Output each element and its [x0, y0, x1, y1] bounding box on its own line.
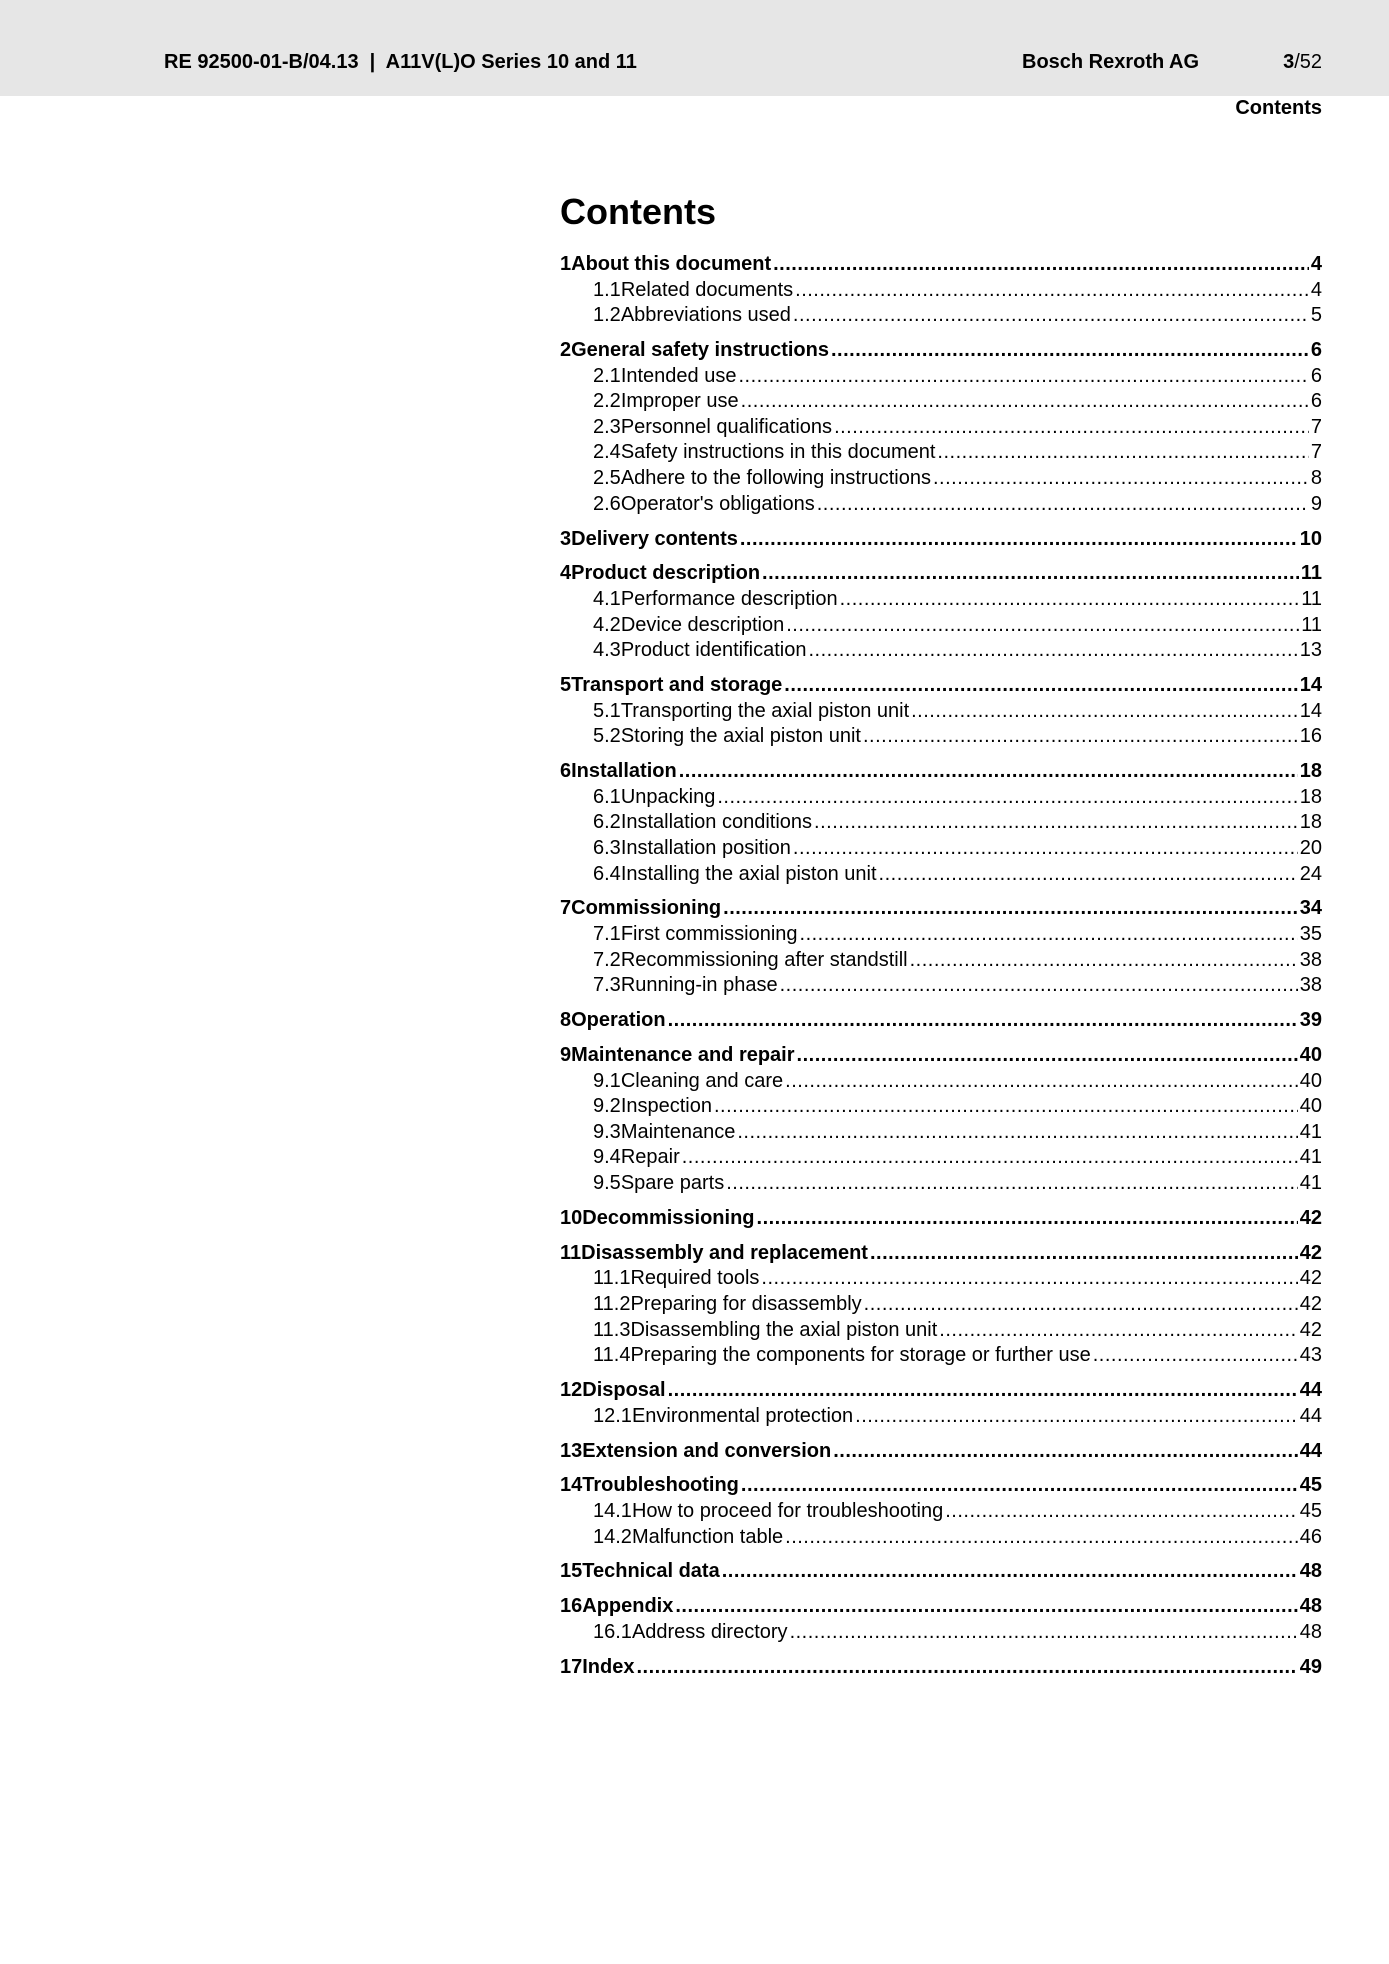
toc-entry-number: 5 — [560, 674, 572, 697]
toc-entry-page: 40 — [1299, 1069, 1322, 1092]
toc-section-entry[interactable] — [560, 492, 1322, 518]
toc-entry-label: Environmental protection — [631, 1404, 854, 1427]
toc-entry-label: Cleaning and care — [620, 1069, 784, 1092]
toc-dot-leader — [722, 1559, 1298, 1585]
toc-section-entry[interactable] — [560, 862, 1322, 888]
toc-entry-number: 6.4 — [593, 862, 621, 885]
toc-dot-leader — [870, 1241, 1298, 1267]
toc-entry-number: 11 — [560, 1241, 582, 1264]
toc-dot-leader — [761, 1266, 1297, 1292]
toc-entry-page: 42 — [1299, 1267, 1322, 1290]
toc-entry-label: Malfunction table — [631, 1525, 784, 1548]
toc-entry-label: Troubleshooting — [582, 1474, 739, 1497]
toc-dot-leader — [785, 1069, 1298, 1095]
toc-entry-page: 42 — [1299, 1241, 1322, 1264]
toc-entry-number: 6.1 — [593, 785, 621, 808]
toc-section-entry[interactable] — [560, 440, 1322, 466]
toc-entry-label: Improper use — [620, 390, 739, 413]
toc-entry-page: 5 — [1310, 304, 1322, 327]
toc-section-entry[interactable] — [560, 973, 1322, 999]
toc-entry-page: 44 — [1299, 1439, 1322, 1462]
toc-entry-number: 14.2 — [593, 1525, 632, 1548]
toc-entry-page: 40 — [1299, 1095, 1322, 1118]
toc-dot-leader — [675, 1594, 1297, 1620]
toc-section-entry[interactable] — [560, 1318, 1322, 1344]
toc-entry-page: 18 — [1299, 760, 1322, 783]
toc-chapter-entry[interactable] — [560, 1008, 1322, 1034]
toc-title: Contents — [560, 191, 716, 232]
toc-dot-leader — [780, 973, 1298, 999]
toc-dot-leader — [679, 759, 1298, 785]
toc-dot-leader — [937, 440, 1308, 466]
toc-dot-leader — [1093, 1343, 1298, 1369]
toc-entry-number: 2.6 — [593, 492, 621, 515]
toc-entry-number: 9.4 — [593, 1146, 621, 1169]
toc-chapter-entry[interactable] — [560, 1559, 1322, 1585]
toc-entry-label: Decommissioning — [582, 1206, 755, 1229]
toc-entry-page: 41 — [1299, 1120, 1322, 1143]
toc-entry-label: Transporting the axial piston unit — [620, 699, 910, 722]
toc-section-entry[interactable] — [560, 922, 1322, 948]
toc-entry-label: Product identification — [620, 639, 807, 662]
page-number — [1283, 50, 1322, 74]
toc-section-entry[interactable] — [560, 724, 1322, 750]
toc-entry-number: 4 — [560, 562, 572, 585]
toc-entry-label: Operator's obligations — [620, 492, 815, 515]
toc-entry-label: Device description — [620, 613, 785, 636]
toc-entry-number: 17 — [560, 1655, 583, 1678]
toc-entry-page: 35 — [1299, 923, 1322, 946]
page-header — [0, 0, 1389, 96]
toc-dot-leader — [834, 415, 1309, 441]
toc-section-entry[interactable] — [560, 364, 1322, 390]
toc-entry-page: 6 — [1310, 390, 1322, 413]
toc-dot-leader — [737, 1120, 1297, 1146]
toc-dot-leader — [762, 561, 1299, 587]
toc-dot-leader — [795, 278, 1309, 304]
toc-entry-number: 11.3 — [593, 1318, 631, 1341]
toc-section-entry[interactable] — [560, 699, 1322, 725]
toc-entry-number: 10 — [560, 1206, 583, 1229]
toc-entry-page: 13 — [1299, 639, 1322, 662]
toc-entry-page: 18 — [1299, 811, 1322, 834]
toc-entry-label: Spare parts — [620, 1171, 725, 1194]
toc-entry-page: 39 — [1299, 1009, 1322, 1032]
toc-entry-number: 7.1 — [593, 923, 621, 946]
company-name: Bosch Rexroth AG — [1022, 51, 1200, 73]
toc-entry-page: 48 — [1299, 1620, 1322, 1643]
toc-entry-page: 48 — [1299, 1560, 1322, 1583]
toc-dot-leader — [831, 338, 1309, 364]
toc-section-entry[interactable] — [560, 415, 1322, 441]
toc-dot-leader — [757, 1206, 1298, 1232]
toc-entry-number: 7 — [560, 897, 572, 920]
toc-dot-leader — [911, 699, 1298, 725]
toc-dot-leader — [814, 810, 1298, 836]
toc-entry-label: How to proceed for troubleshooting — [631, 1499, 944, 1522]
toc-entry-label: Disassembling the axial piston unit — [630, 1318, 938, 1341]
toc-entry-number: 4.1 — [593, 588, 621, 611]
toc-section-entry[interactable] — [560, 1620, 1322, 1646]
toc-entry-number: 14 — [560, 1474, 583, 1497]
toc-dot-leader — [637, 1655, 1298, 1681]
toc-entry-page: 43 — [1299, 1344, 1322, 1367]
toc-section-entry[interactable] — [560, 587, 1322, 613]
toc-dot-leader — [668, 1008, 1298, 1034]
toc-entry-page: 45 — [1299, 1499, 1322, 1522]
page-current: 3 — [1283, 51, 1295, 73]
toc-dot-leader — [793, 303, 1309, 329]
toc-dot-leader — [833, 1439, 1298, 1465]
toc-section-entry[interactable] — [560, 1292, 1322, 1318]
toc-section-entry[interactable] — [560, 303, 1322, 329]
toc-entry-page: 4 — [1310, 253, 1322, 275]
toc-dot-leader — [668, 1378, 1298, 1404]
toc-entry-number: 4.2 — [593, 613, 621, 636]
toc-section-entry[interactable] — [560, 389, 1322, 415]
toc-dot-leader — [800, 922, 1298, 948]
toc-entry-number: 4.3 — [593, 639, 621, 662]
toc-section-entry[interactable] — [560, 1343, 1322, 1369]
toc-section-entry[interactable] — [560, 948, 1322, 974]
toc-entry-page: 16 — [1299, 725, 1322, 748]
toc-entry-number: 16.1 — [593, 1620, 632, 1643]
toc-entry-label: Intended use — [620, 364, 737, 387]
toc-dot-leader — [773, 252, 1309, 278]
toc-dot-leader — [864, 1292, 1298, 1318]
toc-dot-leader — [910, 948, 1298, 974]
toc-entry-page: 46 — [1299, 1525, 1322, 1548]
toc-entry-label: Running-in phase — [620, 974, 778, 997]
toc-entry-page: 20 — [1299, 836, 1322, 859]
toc-entry-number: 6 — [560, 760, 572, 783]
toc-chapter-entry[interactable] — [560, 527, 1322, 553]
toc-entry-label: Preparing the components for storage or further use — [630, 1344, 1091, 1367]
toc-entry-page: 41 — [1299, 1146, 1322, 1169]
toc-entry-page: 8 — [1310, 467, 1322, 490]
toc-entry-label: Delivery contents — [571, 527, 738, 550]
toc-entry-label: Technical data — [582, 1560, 720, 1583]
toc-entry-page: 38 — [1299, 974, 1322, 997]
toc-entry-label: Maintenance and repair — [571, 1044, 795, 1066]
toc-entry-number: 11.2 — [593, 1292, 631, 1315]
toc-entry-page: 42 — [1299, 1206, 1322, 1229]
toc-entry-page: 6 — [1310, 364, 1322, 387]
toc-entry-number: 16 — [560, 1595, 583, 1618]
toc-entry-number: 2.4 — [593, 441, 621, 464]
toc-entry-label: Extension and conversion — [582, 1439, 832, 1462]
toc-entry-number: 11.4 — [593, 1344, 631, 1367]
toc-entry-label: Address directory — [631, 1620, 788, 1643]
toc-entry-number: 9 — [560, 1044, 572, 1066]
toc-entry-number: 3 — [560, 527, 572, 550]
toc-chapter-entry[interactable] — [560, 338, 1322, 364]
toc-chapter-entry[interactable] — [560, 1241, 1322, 1267]
toc-entry-number: 5.1 — [593, 699, 621, 722]
toc-section-entry[interactable] — [560, 1266, 1322, 1292]
toc-section-entry[interactable] — [560, 466, 1322, 492]
toc-entry-label: Appendix — [582, 1595, 674, 1618]
toc-entry-label: Unpacking — [620, 785, 716, 808]
toc-section-entry[interactable] — [560, 1525, 1322, 1551]
toc-section-entry[interactable] — [560, 613, 1322, 639]
toc-chapter-entry[interactable] — [560, 561, 1322, 587]
toc-dot-leader — [840, 587, 1300, 613]
toc-dot-leader — [785, 1525, 1298, 1551]
toc-entry-label: Abbreviations used — [620, 304, 791, 327]
document-reference: RE 92500-01-B/04.13 | A11V(L)O Series 10 and 11 — [164, 51, 637, 73]
toc-entry-page: 7 — [1310, 415, 1322, 438]
toc-entry-label: Recommissioning after standstill — [620, 948, 908, 971]
toc-entry-page: 10 — [1299, 527, 1322, 550]
toc-dot-leader — [879, 862, 1298, 888]
toc-dot-leader — [784, 673, 1297, 699]
toc-entry-label: Installation conditions — [620, 811, 813, 834]
toc-entry-number: 8 — [560, 1009, 572, 1032]
toc-entry-label: General safety instructions — [571, 339, 829, 362]
toc-entry-number: 12.1 — [593, 1404, 632, 1427]
toc-chapter-entry[interactable] — [560, 1594, 1322, 1620]
toc-dot-leader — [790, 1620, 1298, 1646]
toc-entry-number: 12 — [560, 1379, 583, 1402]
toc-entry-number: 6.2 — [593, 811, 621, 834]
toc-entry-number: 9.2 — [593, 1095, 621, 1118]
toc-chapter-entry[interactable] — [560, 759, 1322, 785]
toc-section-entry[interactable] — [560, 278, 1322, 304]
toc-entry-page: 18 — [1299, 785, 1322, 808]
toc-dot-leader — [797, 1043, 1298, 1069]
toc-dot-leader — [726, 1171, 1298, 1197]
toc-entry-page: 41 — [1299, 1171, 1322, 1194]
toc-dot-leader — [808, 638, 1297, 664]
toc-entry-label: Preparing for disassembly — [630, 1292, 862, 1315]
toc-dot-leader — [817, 492, 1309, 518]
toc-chapter-entry[interactable] — [560, 1043, 1322, 1069]
toc-entry-page: 49 — [1299, 1655, 1322, 1678]
toc-dot-leader — [741, 389, 1309, 415]
toc-entry-page: 24 — [1299, 862, 1322, 885]
toc-dot-leader — [855, 1404, 1298, 1430]
toc-entry-page: 44 — [1299, 1379, 1322, 1402]
toc-entry-label: First commissioning — [620, 923, 798, 946]
toc-dot-leader — [786, 613, 1299, 639]
toc-entry-number: 5.2 — [593, 725, 621, 748]
toc-entry-number: 2.5 — [593, 467, 621, 490]
toc-entry-number: 7.3 — [593, 974, 621, 997]
toc-entry-number: 1 — [560, 253, 572, 275]
toc-entry-page: 45 — [1299, 1474, 1322, 1497]
toc-entry-page: 6 — [1310, 339, 1322, 362]
toc-entry-label: Operation — [571, 1009, 666, 1032]
toc-section-entry[interactable] — [560, 1094, 1322, 1120]
toc-section-entry[interactable] — [560, 810, 1322, 836]
toc-entry-label: Safety instructions in this document — [620, 441, 936, 464]
toc-dot-leader — [682, 1145, 1298, 1171]
section-label: Contents — [1235, 97, 1322, 119]
toc-dot-leader — [939, 1318, 1297, 1344]
toc-entry-label: Installation position — [620, 836, 791, 859]
toc-entry-label: Required tools — [630, 1267, 760, 1290]
toc-entry-page: 38 — [1299, 948, 1322, 971]
toc-chapter-entry[interactable] — [560, 1439, 1322, 1465]
toc-dot-leader — [738, 364, 1308, 390]
toc-dot-leader — [741, 1473, 1298, 1499]
toc-entry-label: Performance description — [620, 588, 838, 611]
toc-dot-leader — [717, 785, 1297, 811]
toc-entry-label: Disposal — [582, 1379, 666, 1402]
toc-entry-label: Adhere to the following instructions — [620, 467, 931, 490]
toc-section-entry[interactable] — [560, 638, 1322, 664]
toc-entry-page: 34 — [1299, 897, 1322, 920]
toc-section-entry[interactable] — [560, 1171, 1322, 1197]
toc-chapter-entry[interactable] — [560, 1206, 1322, 1232]
toc-entry-label: Index — [582, 1655, 635, 1678]
toc-section-entry[interactable] — [560, 1499, 1322, 1525]
toc-entry-number: 2.2 — [593, 390, 621, 413]
toc-entry-page: 48 — [1299, 1595, 1322, 1618]
toc-entry-label: Maintenance — [620, 1120, 736, 1143]
toc-entry-label: Inspection — [620, 1095, 712, 1118]
toc-entry-number: 9.1 — [593, 1069, 621, 1092]
toc-entry-label: Personnel qualifications — [620, 415, 833, 438]
toc-entry-number: 15 — [560, 1560, 583, 1583]
toc-entry-page: 40 — [1299, 1044, 1322, 1066]
toc-entry-number: 6.3 — [593, 836, 621, 859]
toc-entry-page: 44 — [1299, 1404, 1322, 1427]
toc-chapter-entry[interactable] — [560, 1473, 1322, 1499]
toc-entry-label: Related documents — [620, 278, 794, 301]
toc-entry-number: 1.2 — [593, 304, 621, 327]
toc-entry-page: 11 — [1300, 562, 1322, 585]
toc-entry-label: Installing the axial piston unit — [620, 862, 877, 885]
toc-dot-leader — [863, 724, 1298, 750]
toc-entry-page: 7 — [1310, 441, 1322, 464]
toc-dot-leader — [740, 527, 1298, 553]
toc-entry-label: Product description — [571, 562, 761, 585]
toc-dot-leader — [945, 1499, 1298, 1525]
toc-entry-page: 42 — [1299, 1292, 1322, 1315]
toc-entry-label: Transport and storage — [571, 674, 783, 697]
toc-entry-page: 42 — [1299, 1318, 1322, 1341]
toc-section-entry[interactable] — [560, 1404, 1322, 1430]
toc-section-entry[interactable] — [560, 1120, 1322, 1146]
toc-entry-label: About this document — [571, 253, 772, 275]
toc-entry-number: 2 — [560, 339, 572, 362]
toc-section-entry[interactable] — [560, 836, 1322, 862]
toc-entry-page: 9 — [1310, 492, 1322, 515]
toc-dot-leader — [723, 896, 1298, 922]
toc-entry-number: 2.1 — [593, 364, 621, 387]
toc-entry-number: 9.3 — [593, 1120, 621, 1143]
toc-entry-number: 11.1 — [593, 1267, 631, 1290]
toc-chapter-entry[interactable] — [560, 896, 1322, 922]
toc-section-entry[interactable] — [560, 1145, 1322, 1171]
table-of-contents — [560, 252, 1322, 1680]
toc-dot-leader — [793, 836, 1298, 862]
toc-chapter-entry[interactable] — [560, 1378, 1322, 1404]
toc-dot-leader — [933, 466, 1309, 492]
toc-chapter-entry[interactable] — [560, 252, 1322, 278]
toc-entry-label: Commissioning — [571, 897, 722, 920]
page-total: /52 — [1294, 51, 1322, 73]
toc-entry-page: 14 — [1299, 699, 1322, 722]
toc-entry-number: 1.1 — [593, 278, 621, 301]
toc-entry-page: 11 — [1301, 588, 1322, 611]
toc-entry-number: 9.5 — [593, 1171, 621, 1194]
toc-entry-page: 4 — [1310, 278, 1322, 301]
toc-entry-label: Installation — [571, 760, 677, 783]
toc-section-entry[interactable] — [560, 785, 1322, 811]
toc-section-entry[interactable] — [560, 1069, 1322, 1095]
toc-chapter-entry[interactable] — [560, 673, 1322, 699]
toc-chapter-entry[interactable] — [560, 1655, 1322, 1681]
toc-entry-page: 11 — [1301, 613, 1322, 636]
toc-entry-label: Repair — [620, 1146, 680, 1169]
toc-entry-number: 13 — [560, 1439, 583, 1462]
toc-entry-label: Storing the axial piston unit — [620, 725, 861, 748]
toc-entry-label: Disassembly and replacement — [581, 1241, 868, 1264]
toc-entry-page: 14 — [1299, 674, 1322, 697]
toc-entry-number: 2.3 — [593, 415, 621, 438]
toc-entry-number: 14.1 — [593, 1499, 632, 1522]
toc-dot-leader — [714, 1094, 1298, 1120]
toc-entry-number: 7.2 — [593, 948, 621, 971]
